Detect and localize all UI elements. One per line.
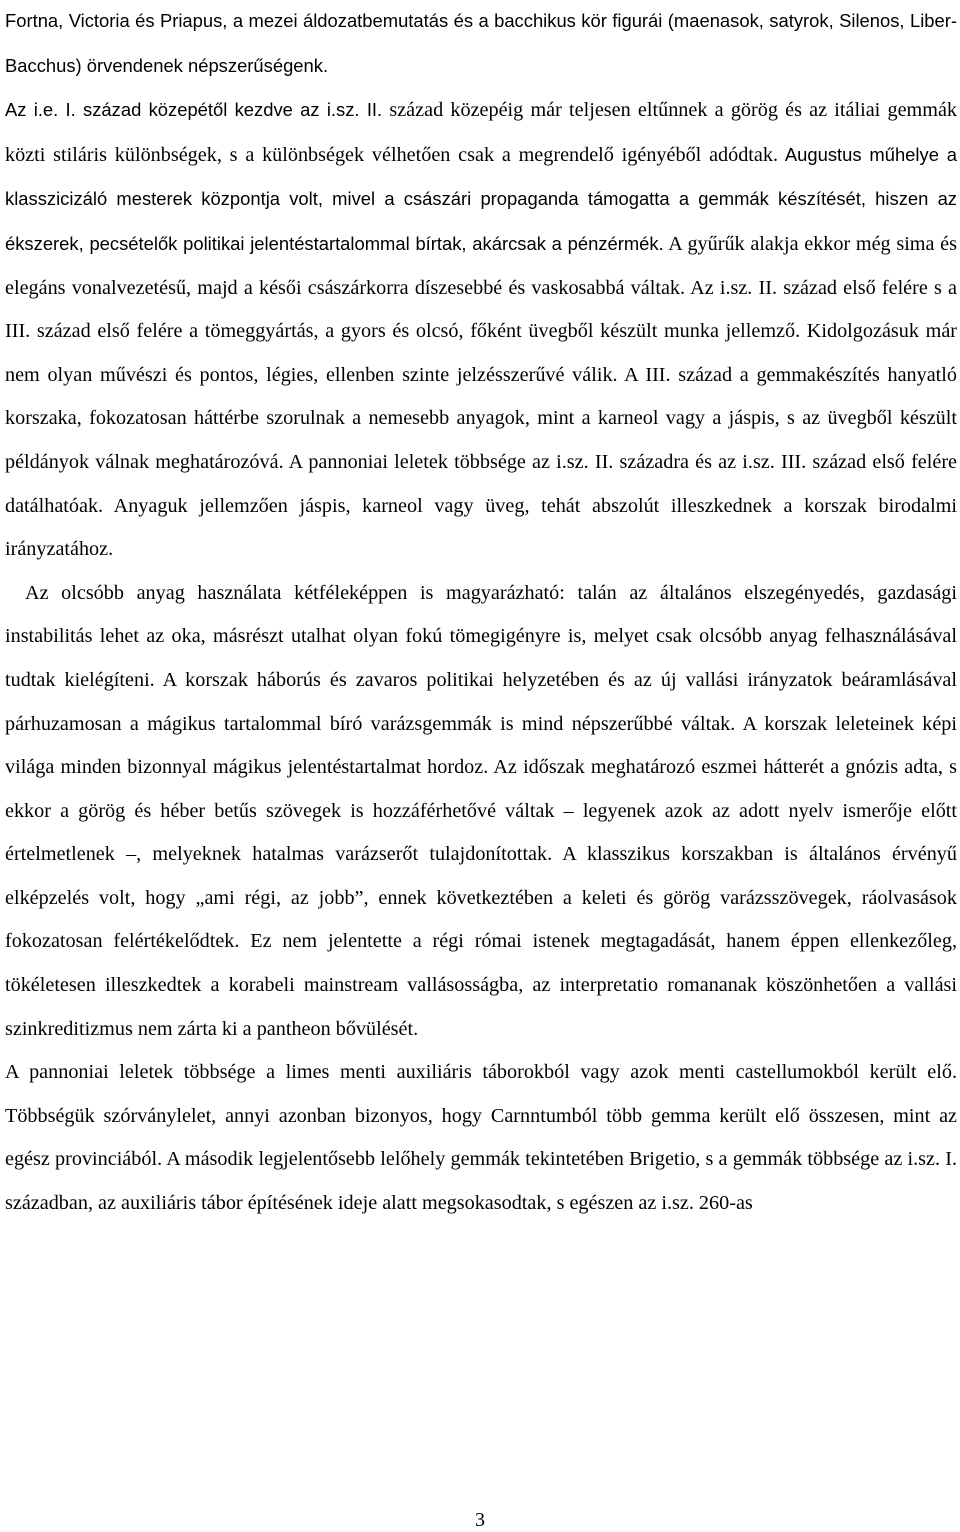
paragraph-pannonian-finds: A pannoniai leletek többsége a limes menti auxiliáris táborokból vagy azok menti castellumokból került elő. Többségük szórványlelet, annyi azonban bizonyos, hogy Carnntumból több gemma került elő összesen, mint az egész provinciából. A második legjelentősebb lelőhely gemmák tekintetében Brigetio, s a gemmák többsége az i.sz. I. században, az auxiliáris tábor építésének ideje alatt megsokasodtak, s egészen az i.sz. 260-as (5, 1061, 957, 1215)
page-number: 3 (475, 1509, 485, 1531)
paragraph-gem-styles (5, 0, 957, 572)
paragraph-text: A gyűrűk alakja ekkor még sima és elegáns vonalvezetésű, majd a késői császárkorra díszesebbé és vaskosabbá váltak. Az i.sz. II. század első felére s a III. (5, 232, 957, 343)
paragraph-cheap-materials: Az olcsóbb anyag használata kétféleképpen is magyarázható: talán az általános elszegényedés, gazdasági instabilitás lehet az oka, másrészt utalhat olyan fokú tömegigényre is, melyet csak olcsóbb anyag felhasználásával tudtak kielégíteni. A korszak háborús és zavaros politikai helyzetében és az új vallási irányzatok beáramlásával párhuzamosan a mágikus tartalommal bíró varázsgemmák is mind népszerűbbé váltak. A korszak leleteinek képi világa minden bizonnyal mágikus jelentéstartalmat hordoz. Az időszak meghatározó eszmei hátterét a gnózis adta, s ekkor a görög és héber betűs szövegek is hozzáférhetővé váltak – legyenek azok az adott nyelv ismerője előtt értelmetlenek –, melyeknek hatalmas varázserőt tulajdonítottak. A klasszikus korszakban is általános érvényű elképzelés volt, hogy „ami régi, az jobb”, ennek következtében a keleti és görög varázsszövegek, ráolvasások fokozatosan felértékelődtek. Ez nem jelentette a régi római istenek megtagadását, hanem éppen ellenkezőleg, tökéletesen illeszkedtek a korabeli mainstream vallásosságba, az interpretatio romananak köszönhetően a vallási szinkreditizmus nem zárta ki a pantheon bővülését. (5, 581, 957, 1040)
paragraph-text-sans: Az i.e. I. század közepétől kezdve az i.sz. II. (5, 99, 383, 121)
paragraph-text: század első felére a tömeggyártás, a gyors és olcsó, főként üvegből készült munka jellemző. Kidolgozásuk már nem olyan művészi és pontos, légies, ellenben szinte jelzésszerűvé válik. A III. század a gemmakészítés hanyatló korszaka, fokozatosan háttérbe szorulnak a nemesebb anyagok, mint a karneol vagy a jáspis, s az üvegből készült példányok válnak meghatározóvá. A pannoniai leletek többsége az i.sz. II. századra és az i.sz. III. század első felére datálhatóak. Anyaguk jellemzően jáspis, karneol vagy üveg, tehát abszolút illeszkednek a korszak birodalmi irányzatához. (5, 320, 957, 561)
paragraph-text: század közepéig már teljesen eltűnnek a görög és az itáliai gemmák közti stiláris különbségek, s a különbségek vélhetően csak a megrendelő igényéből adódtak. (5, 99, 957, 166)
paragraph-text-sans: Augustus műhelye a klasszicizáló mesterek központja volt, mivel a császári propaganda támogatta a gemmák készítését, hiszen az ékszerek, pecsételők politikai jelentéstartalommal bírtak, akárcsak a pénzérmék. (5, 143, 958, 254)
paragraph-text-sans: Fortna, Victoria és Priapus, a mezei áldozatbemutatás és a bacchikus kör figurái (maenasok, satyrok, Silenos, Liber-Bacchus) örvendenek népszerűségenk. (5, 10, 957, 76)
document-page (5, 0, 957, 1226)
